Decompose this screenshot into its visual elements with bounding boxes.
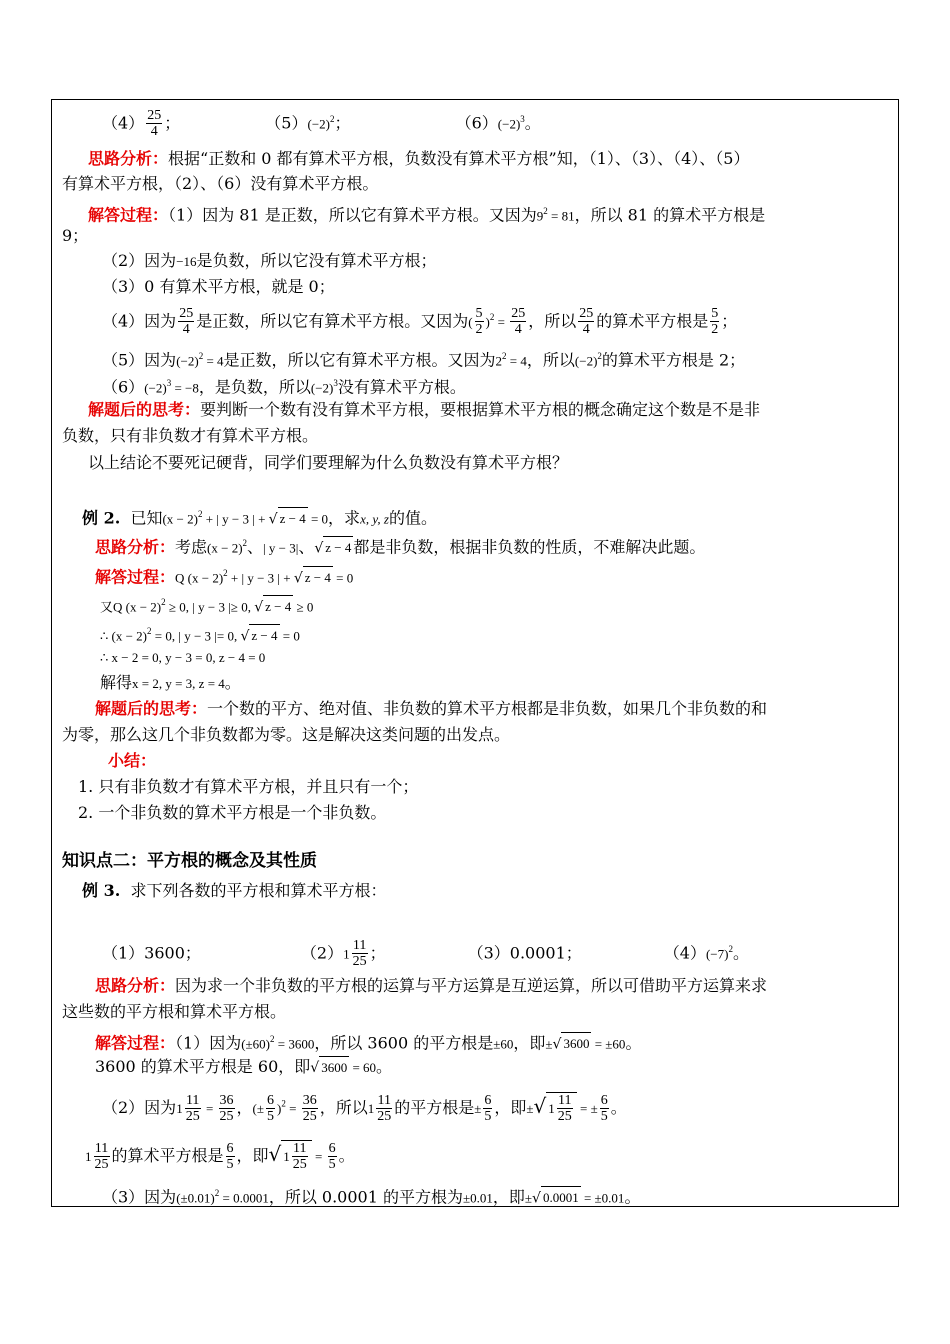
- analysis-3-cont: 这些数的平方根和算术平方根。: [62, 1002, 287, 1021]
- solution-1-cont: 9；: [62, 226, 89, 245]
- item-5-label: （5）: [265, 113, 308, 133]
- solution-5: （5）因为$(-2)^2 = 4$是正数，所以它有算术平方根。又因为$2^2 = 4$，所以$(-2)^2$的算术平方根是 2；: [102, 350, 746, 370]
- solution-3-2: （2）因为1 $\frac{11}{25}$ = $\frac{36}{25}$ ，(± $\frac{6}{5}$ )$^2$ = $\frac{36}{25}$ ，所以1 $\frac{11}{25}$ 的平方根是± $\frac{6}{5}$ ，即±√ 1 $\frac{11}{25}$ = ± $\frac{6}{5}$ 。: [102, 1093, 627, 1124]
- note: 以上结论不要死记硬背，同学们要理解为什么负数没有算术平方根？: [88, 453, 569, 472]
- solution-6: $(6)(-2)^3 = -8$，是负数，所以$(-2)^3$没有算术平方根。: [102, 377, 466, 397]
- solution-3-3: （3）因为$(\pm 0.01)^2 = 0.0001$，所以 0.0001 的平方根为±0.01，即±√ 0.0001 = ±0.01。: [102, 1182, 640, 1209]
- solution-3-1-arith: 3600 的算术平方根是 60，即√ 3600 = 60。: [95, 1056, 392, 1079]
- solution-ex2-line2: 又Q $(x - 2)^2 \ge 0$, | y − 3 |≥ 0, √ z − 4 ≥ 0: [100, 591, 313, 618]
- reflection-1-cont: 负数，只有非负数才有算术平方根。: [62, 426, 319, 445]
- item-6-label: （6）: [455, 113, 498, 133]
- summary-heading: 小结：: [108, 751, 157, 770]
- reflection-2-cont: 为零，那么这几个非负数都为零。这是解决这类问题的出发点。: [62, 725, 511, 744]
- solution-3-2-arith: 1 $\frac{11}{25}$ 的算术平方根是 $\frac{6}{5}$ ，即√ 1 $\frac{11}{25}$ = $\frac{6}{5}$ 。: [85, 1141, 355, 1172]
- solution-ex2-line3: ∴ $(x - 2)^2 = 0$, | y − 3 |= 0, √ z − 4 = 0: [100, 620, 300, 647]
- solution-ex2-line4: ∴ x − 2 = 0, y − 3 = 0, z − 4 = 0: [100, 650, 266, 665]
- example-2: 例 2. 已知$(x - 2)^2$ + | y − 3 | + √ z − 4 = 0，求x, y, z的值。: [82, 503, 437, 530]
- summary-item-2: 2. 一个非负数的算术平方根是一个非负数。: [78, 803, 387, 822]
- solution-ex2-result: 解得x = 2, y = 3, z = 4。: [100, 673, 241, 692]
- section-heading: 知识点二：平方根的概念及其性质: [62, 851, 317, 871]
- solution-4: （4）因为 $\frac{25}{4}$ 是正数，所以它有算术平方根。又因为( $\frac{5}{2}$ )$^2$ = $\frac{25}{4}$ ，所以 $\frac{25}{4}$ 的算术平方根是 $\frac{5}{2}$ ；: [102, 306, 738, 338]
- item-4-label: （4）: [102, 113, 145, 133]
- reflection-2: 解题后的思考：一个数的平方、绝对值、非负数的算术平方根都是非负数，如果几个非负数的和: [95, 699, 768, 718]
- solution-3: （3）0 有算术平方根，就是 0；: [102, 277, 335, 296]
- analysis-3: 思路分析：因为求一个非负数的平方根的运算与平方运算是互逆运算，所以可借助平方运算来求: [95, 976, 768, 995]
- solution-3-1: 解答过程：（1）因为$(\pm 60)^2 = 3600$，所以 3600 的平方根是±60，即±√ 3600 = ±60。: [95, 1028, 641, 1055]
- analysis-1: 思路分析：根据“正数和 0 都有算术平方根，负数没有算术平方根”知，（1）、（3）、（4）、（5）: [88, 149, 750, 168]
- fraction: $\frac{25}{4}$: [147, 108, 162, 140]
- analysis-2: 思路分析：考虑$(x - 2)^2$、| y − 3|、√ z − 4 都是非负数，根据非负数的性质，不难解决此题。: [95, 532, 705, 559]
- solution-1: 解答过程：（1）因为 81 是正数，所以它有算术平方根。又因为$9^2 = 81$，所以 81 的算术平方根是: [88, 205, 766, 225]
- ex3-items: （1）3600； （2）1 $\frac{11}{25}$ ； （3）0.0001； $(4)(-7)^2$。: [102, 938, 749, 970]
- analysis-1-cont: 有算术平方根，（2）、（6）没有算术平方根。: [62, 174, 379, 193]
- reflection-1: 解题后的思考：要判断一个数有没有算术平方根，要根据算术平方根的概念确定这个数是不是非: [88, 400, 761, 419]
- solution-ex2-line1: 解答过程：Q $(x - 2)^2$ + | y − 3 | + √ z − 4 = 0: [95, 562, 353, 589]
- ex1-items-4-6: （4） $\frac{25}{4}$ ； $(5)(-2)^2$； $(6)(-2)^3$。: [102, 108, 541, 140]
- summary-item-1: 1. 只有非负数才有算术平方根，并且只有一个；: [78, 777, 419, 796]
- example-3: 例 3. 求下列各数的平方根和算术平方根：: [82, 881, 387, 900]
- solution-2: （2）因为−16是负数，所以它没有算术平方根；: [102, 251, 437, 270]
